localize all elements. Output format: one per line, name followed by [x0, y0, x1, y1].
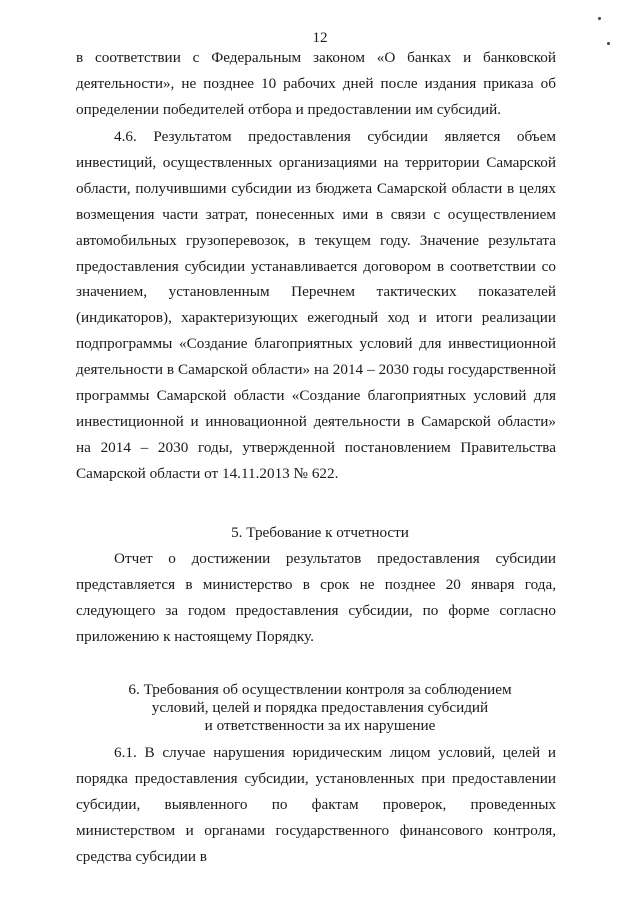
- section-5-heading: [0, 524, 640, 542]
- page-number: 12: [312, 30, 328, 46]
- scan-speck: [598, 17, 601, 20]
- section-6-title-line-3: и ответственности за их нарушение: [204, 717, 436, 734]
- paragraph-6-1: 6.1. В случае нарушения юридическим лицом условий, целей и порядка предоставления субсидии, установленных при предоставлении субсидии, выявленного по фактам проверок, проведенных министерством и органами государственного финансового контроля, средства субсидии в: [76, 744, 556, 865]
- section-5-title: 5. Требование к отчетности: [231, 524, 409, 541]
- paragraph-4-6: 4.6. Результатом предоставления субсидии является объем инвестиций, осуществленных организациями на территории Самарской области, получившими субсидии из бюджета Самарской области в целях возмещения части затрат, понесенных ими в связи с осуществлением автомобильных грузоперевозок, в текущем году. Значение результата предоставления субсидии устанавливается договором в соответствии со значением, установленным Перечнем тактических показателей (индикаторов), характеризующих ежегодный ход и итоги реализации подпрограммы «Создание благоприятных условий для инвестиционной деятельности в Самарской области» на 2014 – 2030 годы государственной программы Самарской области «Создание благоприятных условий для инвестиционной и инновационной деятельности в Самарской области» на 2014 – 2030 годы, утвержденной постановлением Правительства Самарской области от 14.11.2013 № 622.: [76, 128, 556, 482]
- section-6-heading: [0, 681, 640, 735]
- paragraph-report: Отчет о достижении результатов предоставления субсидии представляется в министерство в срок не позднее 20 января года, следующего за годом предоставления субсидии, по форме согласно приложению к настоящему Порядку.: [76, 550, 556, 645]
- section-6-title-line-1: 6. Требования об осуществлении контроля за соблюдением: [128, 681, 512, 698]
- section-6-title-line-2: условий, целей и порядка предоставления субсидий: [151, 699, 489, 716]
- paragraph-continuation: в соответствии с Федеральным законом «О банках и банковской деятельности», не позднее 10 рабочих дней после издания приказа об определении победителей отбора и предоставлении им субсидий.: [76, 49, 556, 118]
